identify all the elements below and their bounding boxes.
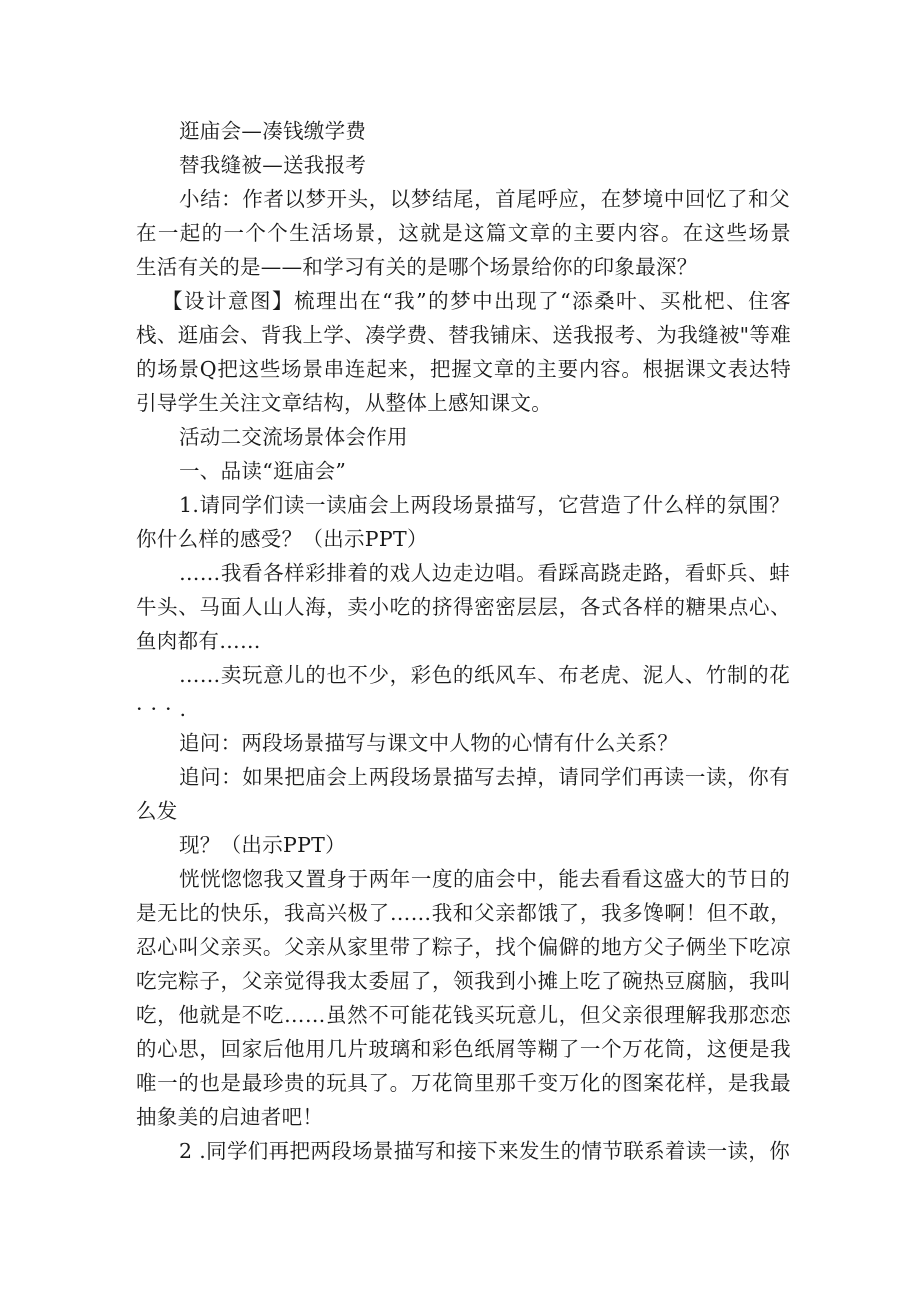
text-line: 是无比的快乐，我高兴极了……我和父亲都饿了，我多馋啊！但不敢， bbox=[136, 901, 791, 925]
section-heading: 活动二交流场景体会作用 bbox=[179, 425, 408, 449]
text-line: ···. bbox=[136, 697, 195, 721]
section-heading: 一、品读“逛庙会” bbox=[179, 459, 347, 483]
text-line: ……我看各样彩排着的戏人边走边唱。看踩高跷走路，看虾兵、蚌 bbox=[179, 561, 790, 585]
text-line: 2 .同学们再把两段场景描写和接下来发生的情节联系着读一读，你 bbox=[179, 1139, 790, 1163]
text-line: 唯一的也是最珍贵的玩具了。万花筒里那千变万化的图案花样，是我最 bbox=[136, 1071, 791, 1095]
text-line: 逛庙会—凑钱缴学费 bbox=[179, 119, 367, 143]
text-line: 引导学生关注文章结构，从整体上感知课文。 bbox=[136, 391, 552, 415]
text-line: 么发 bbox=[136, 799, 178, 823]
text-line: 的心思，回家后他用几片玻璃和彩色纸屑等糊了一个万花筒，这便是我 bbox=[136, 1037, 791, 1061]
text-line: ……卖玩意儿的也不少，彩色的纸风车、布老虎、泥人、竹制的花 bbox=[179, 663, 790, 687]
text-line: 1.请同学们读一读庙会上两段场景描写，它营造了什么样的氛围？ bbox=[179, 493, 790, 517]
text-line: 牛头、马面人山人海，卖小吃的挤得密密层层，各式各样的糖果点心、 bbox=[136, 595, 791, 619]
text-line: 你什么样的感受？（出示PPT） bbox=[136, 527, 428, 551]
text-line: 【设计意图】梳理出在“我”的梦中出现了“添桑叶、买枇杷、住客 bbox=[162, 289, 791, 313]
text-line: 鱼肉都有…… bbox=[136, 629, 261, 653]
text-line: 吃完粽子，父亲觉得我太委屈了，领我到小摊上吃了碗热豆腐脑，我叫 bbox=[136, 969, 791, 993]
text-line: 抽象美的启迪者吧！ bbox=[136, 1105, 324, 1129]
text-line: 生活有关的是——和学习有关的是哪个场景给你的印象最深？ bbox=[136, 255, 698, 279]
text-line: 现？（出示PPT） bbox=[179, 833, 346, 857]
text-line: 恍恍惚惚我又置身于两年一度的庙会中，能去看看这盛大的节日的 bbox=[179, 867, 790, 891]
text-line: 追问：两段场景描写与课文中人物的心情有什么关系？ bbox=[179, 731, 679, 755]
text-line: 替我缝被—送我报考 bbox=[179, 153, 367, 177]
text-line: 小结：作者以梦开头，以梦结尾，首尾呼应，在梦境中回忆了和父 bbox=[179, 187, 790, 211]
text-line: 追问：如果把庙会上两段场景描写去掉，请同学们再读一读，你有 bbox=[179, 765, 790, 789]
text-line: 吃，他就是不吃……虽然不可能花钱买玩意儿，但父亲很理解我那恋恋 bbox=[136, 1003, 791, 1027]
text-line: 栈、逛庙会、背我上学、凑学费、替我铺床、送我报考、为我缝被"等难 bbox=[136, 323, 791, 347]
text-line: 忍心叫父亲买。父亲从家里带了粽子，找个偏僻的地方父子俩坐下吃凉 bbox=[136, 935, 791, 959]
text-line: 在一起的一个个生活场景，这就是这篇文章的主要内容。在这些场景 bbox=[136, 221, 791, 245]
text-line: 的场景Q把这些场景串连起来，把握文章的主要内容。根据课文表达特 bbox=[136, 357, 791, 381]
